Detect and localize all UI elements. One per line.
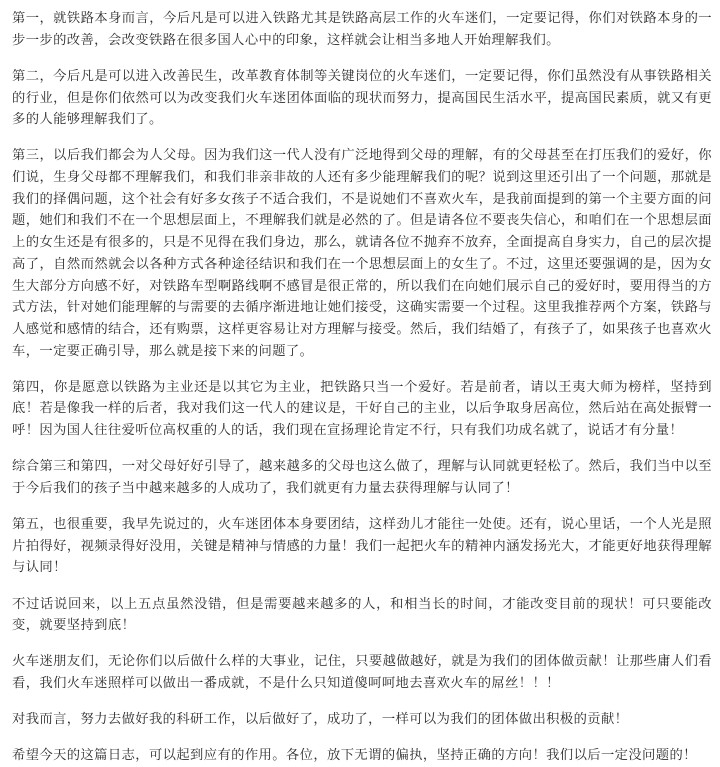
paragraph-fifth-point: 第五，也很重要，我早先说过的，火车迷团体本身要团结，这样劲儿才能往一处使。还有，说心里话，一个人光是照片拍得好，视频录得好没用，关键是精神与情感的力量！我们一起把火车的精神内涵发扬光大，才能更好地获得理解与认同！ <box>12 517 712 576</box>
paragraph-closing: 希望今天的这篇日志，可以起到应有的作用。各位，放下无谓的偏执，坚持正确的方向！我们以后一定没问题的！ <box>12 748 697 764</box>
paragraph-second-point: 第二，今后凡是可以进入改善民生，改革教育体制等关键岗位的火车迷们，一定要记得，你们虽然没有从事铁路相关的行业，但是你们依然可以为改变我们火车迷团体面临的现状而努力，提高国民生活水平，提高国民素质，就又有更多的人能够理解我们了。 <box>12 68 712 128</box>
paragraph-third-point: 第三，以后我们都会为人父母。因为我们这一代人没有广泛地得到父母的理解，有的父母甚至在打压我们的爱好，你们说，生身父母都不理解我们，和我们非亲非故的人还有多少能理解我们的呢？说到这里还引出了一个问题，那就是我们的择偶问题，这个社会有好多女孩子不适合我们，不是说她们不喜欢火车，是我前面提到的第一个主要方面的问题，她们和我们不在一个思想层面上，不理解我们就是必然的了。但是请各位不要丧失信心，和咱们在一个思想层面上的女生还是有很多的，只是不见得在我们身边，那么，就请各位不抛弃不放弃，全面提高自身实力，自己的层次提高了，自然而然就会以各种方式各种途径结识和我们在一个思想层面上的女生了。不过，这里还要强调的是，因为女生大部分方向感不好，对铁路车型啊路线啊不感冒是很正常的，所以我们在向她们展示自己的爱好时，要用得当的方式方法，针对她们能理解的与需要的去循序渐进地让她们接受，这确实需要一个过程。这里我推荐两个方案，铁路与人感觉和感情的结合，还有购票，这样更容易让对方理解与接受。然后，我们结婚了，有孩子了，如果孩子也喜欢火车，一定要正确引导，那么就是接下来的问题了。 <box>12 148 712 359</box>
paragraph-combined-third-fourth: 综合第三和第四，一对父母好好引导了，越来越多的父母也这么做了，理解与认同就更轻松了。然后，我们当中以至于今后我们的孩子当中越来越多的人成功了，我们就更有力量去获得理解与认同了！ <box>12 459 712 496</box>
paragraph-personal-goal: 对我而言，努力去做好我的科研工作，以后做好了，成功了，一样可以为我们的团体做出积极的贡献！ <box>12 712 629 728</box>
paragraph-call-to-friends: 火车迷朋友们，无论你们以后做什么样的大事业，记住，只要越做越好，就是为我们的团体做贡献！让那些庸人们看看，我们火车迷照样可以做出一番成就，不是什么只知道傻呵呵地去喜欢火车的屌丝！！！ <box>12 654 712 692</box>
paragraph-fourth-point: 第四，你是愿意以铁路为主业还是以其它为主业，把铁路只当一个爱好。若是前者，请以王夷大师为榜样，坚持到底！若是像我一样的后者，我对我们这一代人的建议是，干好自己的主业，以后争取身居高位，然后站在高处振臂一呼！因为国人往往爱听位高权重的人的话，我们现在宣扬理论肯定不行，只有我们功成名就了，说话才有分量！ <box>12 379 712 439</box>
paragraph-caveat: 不过话说回来，以上五点虽然没错，但是需要越来越多的人，和相当长的时间，才能改变目前的现状！可只要能改变，就要坚持到底！ <box>12 596 712 634</box>
paragraph-first-point: 第一，就铁路本身而言，今后凡是可以进入铁路尤其是铁路高层工作的火车迷们，一定要记得，你们对铁路本身的一步一步的改善，会改变铁路在很多国人心中的印象，这样就会让相当多地人开始理解我们。 <box>12 11 712 48</box>
